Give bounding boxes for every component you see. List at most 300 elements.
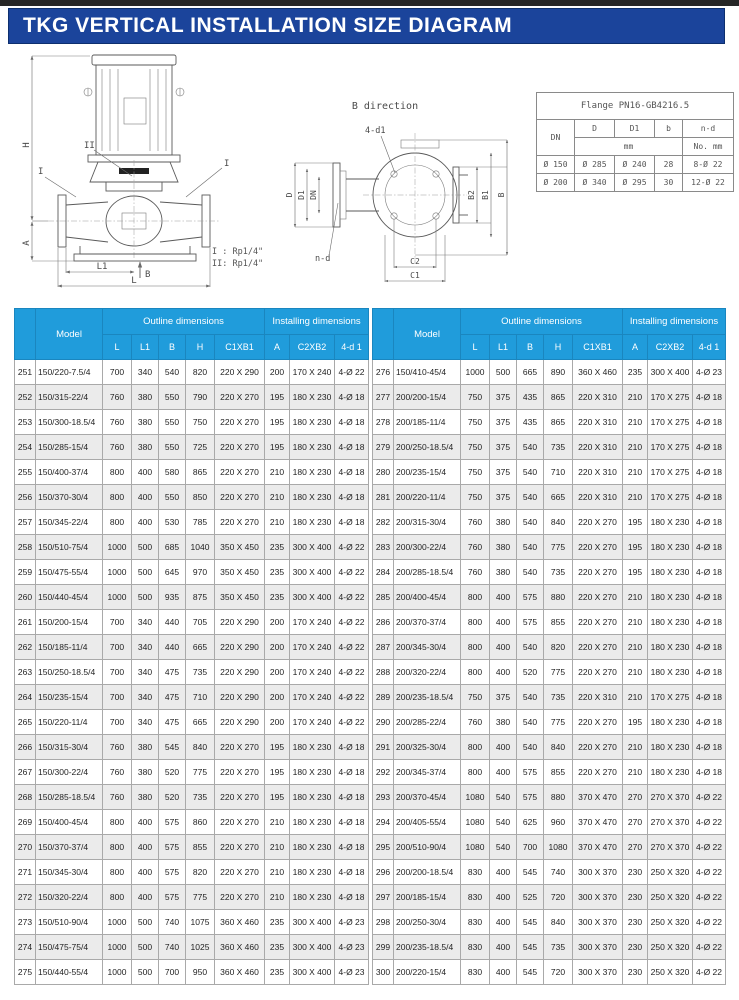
cell: 220 X 270: [215, 735, 265, 760]
cell: 540: [517, 535, 544, 560]
model-header: Model: [36, 309, 103, 360]
cell: 28: [655, 156, 683, 174]
cell: 180 X 230: [290, 760, 335, 785]
cell: 253: [15, 410, 36, 435]
flange-unit-nd: No. mm: [683, 138, 734, 156]
cell: 210: [265, 885, 290, 910]
cell: 260: [15, 585, 36, 610]
cell: 286: [373, 610, 394, 635]
cell: 220 X 270: [573, 635, 623, 660]
cell: 540: [490, 785, 517, 810]
cell: 268: [15, 785, 36, 810]
cell: 210: [265, 860, 290, 885]
cell: 340: [132, 685, 159, 710]
note-line-1: I : Rp1/4": [212, 247, 264, 257]
cell: 740: [159, 910, 186, 935]
cell: 1025: [186, 935, 215, 960]
cell: 350 X 450: [215, 535, 265, 560]
page-top-strip: [0, 0, 739, 6]
cell: 258: [15, 535, 36, 560]
cell: 370 X 470: [573, 810, 623, 835]
cell: 150/370-37/4: [36, 835, 103, 860]
cell: 4-Ø 18: [693, 760, 726, 785]
cell: 500: [132, 585, 159, 610]
cell: 800: [103, 835, 132, 860]
cell: 150/235-15/4: [36, 685, 103, 710]
cell: 200/235-18.5/4: [394, 935, 461, 960]
cell: 200: [265, 360, 290, 385]
cell: 540: [517, 735, 544, 760]
cell: 4-Ø 22: [335, 610, 369, 635]
cell: 760: [103, 410, 132, 435]
table-row: [15, 360, 369, 385]
cell: 1000: [103, 585, 132, 610]
cell: 4-Ø 18: [335, 760, 369, 785]
cell: 220 X 290: [215, 635, 265, 660]
cell: 540: [517, 510, 544, 535]
size-table-right: [372, 308, 726, 985]
cell: 220 X 270: [215, 760, 265, 785]
cell: 790: [186, 385, 215, 410]
cell: 575: [159, 810, 186, 835]
table-row: [373, 485, 726, 510]
note-line-2: II: Rp1/4": [212, 259, 264, 269]
cell: 284: [373, 560, 394, 585]
cell: Ø 200: [537, 174, 575, 192]
cell: 400: [490, 610, 517, 635]
dim-c1-label: C1: [410, 271, 420, 280]
cell: 210: [623, 610, 648, 635]
cell: 4-Ø 22: [335, 635, 369, 660]
cell: 150/250-18.5/4: [36, 660, 103, 685]
cell: 200/200-18.5/4: [394, 860, 461, 885]
cell: 210: [623, 460, 648, 485]
cell: 200/220-15/4: [394, 960, 461, 985]
cell: 300 X 370: [573, 885, 623, 910]
cell: 180 X 230: [648, 760, 693, 785]
cell: 299: [373, 935, 394, 960]
cell: 500: [490, 360, 517, 385]
col-l: L: [461, 335, 490, 360]
cell: 200/345-37/4: [394, 760, 461, 785]
cell: 340: [132, 710, 159, 735]
cell: 195: [265, 735, 290, 760]
cell: 580: [159, 460, 186, 485]
table-row: [373, 860, 726, 885]
dim-b1-label: B1: [481, 190, 490, 200]
cell: 200/185-11/4: [394, 410, 461, 435]
table-row: [537, 174, 734, 192]
table-row: [15, 910, 369, 935]
cell: 254: [15, 435, 36, 460]
cell: 550: [159, 485, 186, 510]
cell: 820: [186, 860, 215, 885]
cell: 282: [373, 510, 394, 535]
cell: 220 X 310: [573, 460, 623, 485]
cell: 220 X 270: [215, 810, 265, 835]
cell: 250 X 320: [648, 960, 693, 985]
cell: 850: [186, 485, 215, 510]
cell: 1080: [461, 810, 490, 835]
cell: 380: [490, 510, 517, 535]
cell: 4-Ø 22: [693, 935, 726, 960]
table-row: [373, 810, 726, 835]
dim-b2-label: B2: [467, 190, 476, 200]
cell: 210: [265, 810, 290, 835]
cell: 150/475-75/4: [36, 935, 103, 960]
page-title: TKG VERTICAL INSTALLATION SIZE DIAGRAM: [23, 14, 513, 37]
cell: 200/320-22/4: [394, 660, 461, 685]
cell: 295: [373, 835, 394, 860]
cell: 540: [517, 435, 544, 460]
flange-col-d1: D1: [615, 120, 655, 138]
cell: 4-Ø 18: [335, 810, 369, 835]
cell: 1000: [103, 935, 132, 960]
cell: 150/220-11/4: [36, 710, 103, 735]
cell: 270: [623, 785, 648, 810]
cell: 4-Ø 18: [335, 435, 369, 460]
cell: 540: [159, 360, 186, 385]
cell: 278: [373, 410, 394, 435]
cell: 380: [132, 735, 159, 760]
cell: 150/320-22/4: [36, 885, 103, 910]
cell: 700: [103, 660, 132, 685]
cell: 540: [517, 485, 544, 510]
cell: 720: [544, 885, 573, 910]
cell: 220 X 290: [215, 360, 265, 385]
cell: 195: [623, 510, 648, 535]
col-b: B: [517, 335, 544, 360]
table-row: [373, 560, 726, 585]
model-header: Model: [394, 309, 461, 360]
cell: 375: [490, 460, 517, 485]
table-row: [15, 760, 369, 785]
cell: 820: [186, 360, 215, 385]
cell: 500: [132, 935, 159, 960]
cell: 235: [265, 935, 290, 960]
cell: 170 X 275: [648, 460, 693, 485]
cell: 4-Ø 18: [335, 785, 369, 810]
cell: 300 X 400: [290, 935, 335, 960]
cell: 276: [373, 360, 394, 385]
cell: 4-Ø 18: [693, 660, 726, 685]
cell: 180 X 230: [290, 435, 335, 460]
cell: 150/440-45/4: [36, 585, 103, 610]
table-row: [15, 935, 369, 960]
cell: 4-Ø 18: [693, 410, 726, 435]
cell: 230: [623, 910, 648, 935]
cell: 400: [132, 860, 159, 885]
cell: 150/345-22/4: [36, 510, 103, 535]
cell: 775: [186, 885, 215, 910]
table-row: [537, 156, 734, 174]
size-table-left-body: [15, 360, 369, 985]
cell: 855: [186, 835, 215, 860]
cell: 750: [461, 410, 490, 435]
cell: 4-Ø 18: [693, 460, 726, 485]
table-row: [373, 735, 726, 760]
cell: 180 X 230: [290, 835, 335, 860]
table-row: [373, 885, 726, 910]
cell: 210: [623, 385, 648, 410]
col-a: A: [265, 335, 290, 360]
cell: 300 X 400: [290, 535, 335, 560]
table-row: [15, 960, 369, 985]
cell: 150/510-90/4: [36, 910, 103, 935]
cell: Ø 340: [575, 174, 615, 192]
col-h: H: [186, 335, 215, 360]
cell: 760: [461, 510, 490, 535]
cell: 4-Ø 23: [335, 960, 369, 985]
cell: 296: [373, 860, 394, 885]
cell: 575: [517, 610, 544, 635]
front-dimensions: [22, 56, 210, 287]
cell: 865: [186, 460, 215, 485]
dim-b-arrow-label: B: [145, 270, 151, 280]
table-row: [15, 560, 369, 585]
cell: 760: [461, 535, 490, 560]
cell: 265: [15, 710, 36, 735]
table-row: [373, 635, 726, 660]
cell: 180 X 230: [648, 660, 693, 685]
cell: 220 X 290: [215, 660, 265, 685]
table-row: [15, 710, 369, 735]
cell: 252: [15, 385, 36, 410]
cell: 1000: [103, 910, 132, 935]
left-dimensions: [285, 163, 333, 227]
flange-spec-table: [536, 92, 734, 192]
title-bar: [8, 8, 725, 44]
cell: 288: [373, 660, 394, 685]
cell: 300 X 400: [290, 560, 335, 585]
cell: 180 X 230: [648, 610, 693, 635]
table-row: [15, 635, 369, 660]
cell: 210: [265, 835, 290, 860]
cell: 880: [544, 785, 573, 810]
cell: 750: [461, 435, 490, 460]
dim-c2-label: C2: [410, 257, 420, 266]
cell: 4-Ø 22: [335, 360, 369, 385]
cell: 530: [159, 510, 186, 535]
cell: 273: [15, 910, 36, 935]
cell: 200/220-11/4: [394, 485, 461, 510]
cell: 220 X 270: [573, 610, 623, 635]
table-row: [15, 685, 369, 710]
cell: 380: [132, 785, 159, 810]
cell: 180 X 230: [290, 885, 335, 910]
cell: 200/200-15/4: [394, 385, 461, 410]
cell: 200/285-22/4: [394, 710, 461, 735]
cell: 540: [517, 460, 544, 485]
cell: 380: [132, 385, 159, 410]
table-row: [15, 385, 369, 410]
cell: 297: [373, 885, 394, 910]
cell: 267: [15, 760, 36, 785]
cell: 800: [461, 735, 490, 760]
cell: 860: [186, 810, 215, 835]
cell: 220 X 310: [573, 685, 623, 710]
table-row: [373, 935, 726, 960]
cell: 4-Ø 18: [693, 685, 726, 710]
cell: 375: [490, 385, 517, 410]
cell: 180 X 230: [648, 510, 693, 535]
cell: 4-Ø 18: [335, 885, 369, 910]
cell: 540: [517, 685, 544, 710]
cell: 4-Ø 23: [693, 360, 726, 385]
cell: 257: [15, 510, 36, 535]
cell: 200: [265, 685, 290, 710]
cell: 575: [159, 835, 186, 860]
cell: 292: [373, 760, 394, 785]
cell: 360 X 460: [215, 935, 265, 960]
cell: 250 X 320: [648, 910, 693, 935]
cell: 210: [623, 685, 648, 710]
cell: 300 X 400: [648, 360, 693, 385]
cell: 251: [15, 360, 36, 385]
cell: 475: [159, 660, 186, 685]
cell: 400: [490, 960, 517, 985]
cell: 800: [103, 460, 132, 485]
cell: 4-Ø 22: [693, 835, 726, 860]
cell: 275: [15, 960, 36, 985]
cell: 4-Ø 18: [693, 560, 726, 585]
cell: 285: [373, 585, 394, 610]
cell: 230: [623, 935, 648, 960]
cell: 200/250-30/4: [394, 910, 461, 935]
cell: 150/285-18.5/4: [36, 785, 103, 810]
cell: 380: [132, 760, 159, 785]
cell: 259: [15, 560, 36, 585]
table-row: [15, 585, 369, 610]
cell: 180 X 230: [290, 460, 335, 485]
cell: 685: [159, 535, 186, 560]
cell: 500: [132, 535, 159, 560]
cell: 264: [15, 685, 36, 710]
cell: 270: [623, 810, 648, 835]
leader-4d1-label: 4-d1: [365, 126, 386, 136]
cell: 300 X 370: [573, 935, 623, 960]
cell: 550: [159, 435, 186, 460]
b-direction-title: B direction: [351, 101, 419, 112]
cell: 840: [186, 735, 215, 760]
cell: 400: [132, 885, 159, 910]
cell: 250 X 320: [648, 860, 693, 885]
flange-col-dn: DN: [537, 120, 575, 156]
cell: 195: [623, 535, 648, 560]
cell: 235: [623, 360, 648, 385]
cell: 540: [517, 635, 544, 660]
cell: 340: [132, 610, 159, 635]
flange-table-body: [537, 156, 734, 192]
table-row: [373, 610, 726, 635]
table-row: [373, 710, 726, 735]
cell: 1080: [544, 835, 573, 860]
cell: 180 X 230: [648, 560, 693, 585]
cell: 800: [103, 860, 132, 885]
cell: 760: [103, 435, 132, 460]
cell: 880: [544, 585, 573, 610]
col-c2xb2: C2XB2: [648, 335, 693, 360]
cell: 150/510-75/4: [36, 535, 103, 560]
cell: 370 X 470: [573, 835, 623, 860]
terminal-box: [124, 98, 146, 124]
cell: 220 X 270: [573, 710, 623, 735]
cell: 4-Ø 18: [693, 385, 726, 410]
cell: 150/410-45/4: [394, 360, 461, 385]
cell: 750: [186, 410, 215, 435]
cell: 266: [15, 735, 36, 760]
cell: 4-Ø 18: [335, 735, 369, 760]
cell: 540: [490, 810, 517, 835]
cell: 220 X 270: [573, 585, 623, 610]
cell: 575: [159, 860, 186, 885]
cell: 4-Ø 18: [335, 410, 369, 435]
cell: 150/315-30/4: [36, 735, 103, 760]
cell: 180 X 230: [290, 510, 335, 535]
cell: 625: [517, 810, 544, 835]
cell: 270: [15, 835, 36, 860]
cell: 735: [544, 435, 573, 460]
cell: 545: [517, 960, 544, 985]
cell: 400: [490, 935, 517, 960]
cell: 935: [159, 585, 186, 610]
cell: 180 X 230: [648, 735, 693, 760]
motor-fins: [102, 69, 166, 151]
cell: 760: [103, 785, 132, 810]
cell: 830: [461, 960, 490, 985]
cell: 180 X 230: [290, 860, 335, 885]
table-row: [373, 535, 726, 560]
cell: 4-Ø 22: [335, 685, 369, 710]
cell: 180 X 230: [290, 385, 335, 410]
dim-a-label: A: [22, 240, 32, 246]
cell: 440: [159, 610, 186, 635]
cell: 340: [132, 360, 159, 385]
cell: 291: [373, 735, 394, 760]
cell: 710: [186, 685, 215, 710]
cell: 775: [544, 535, 573, 560]
table-row: [15, 410, 369, 435]
motor-cap: [92, 55, 176, 65]
cell: 435: [517, 410, 544, 435]
cell: 150/300-18.5/4: [36, 410, 103, 435]
cell: 375: [490, 685, 517, 710]
cell: 277: [373, 385, 394, 410]
cell: 400: [490, 635, 517, 660]
cell: 700: [103, 685, 132, 710]
cell: 220 X 310: [573, 410, 623, 435]
col-4d1: 4-d 1: [693, 335, 726, 360]
cell: 775: [544, 710, 573, 735]
cell: 350 X 450: [215, 585, 265, 610]
table-row: [15, 535, 369, 560]
cell: 800: [461, 635, 490, 660]
cell: 720: [544, 960, 573, 985]
cell: 400: [132, 485, 159, 510]
cell: 500: [132, 960, 159, 985]
cell: 525: [517, 885, 544, 910]
cell: 545: [517, 860, 544, 885]
dim-l-label: L: [131, 276, 137, 286]
cell: 700: [103, 360, 132, 385]
table-row: [15, 610, 369, 635]
cell: 170 X 275: [648, 410, 693, 435]
cell: 150/400-45/4: [36, 810, 103, 835]
cell: 775: [544, 660, 573, 685]
cell: 200/325-30/4: [394, 735, 461, 760]
cell: 400: [490, 885, 517, 910]
cell: 200/510-90/4: [394, 835, 461, 860]
